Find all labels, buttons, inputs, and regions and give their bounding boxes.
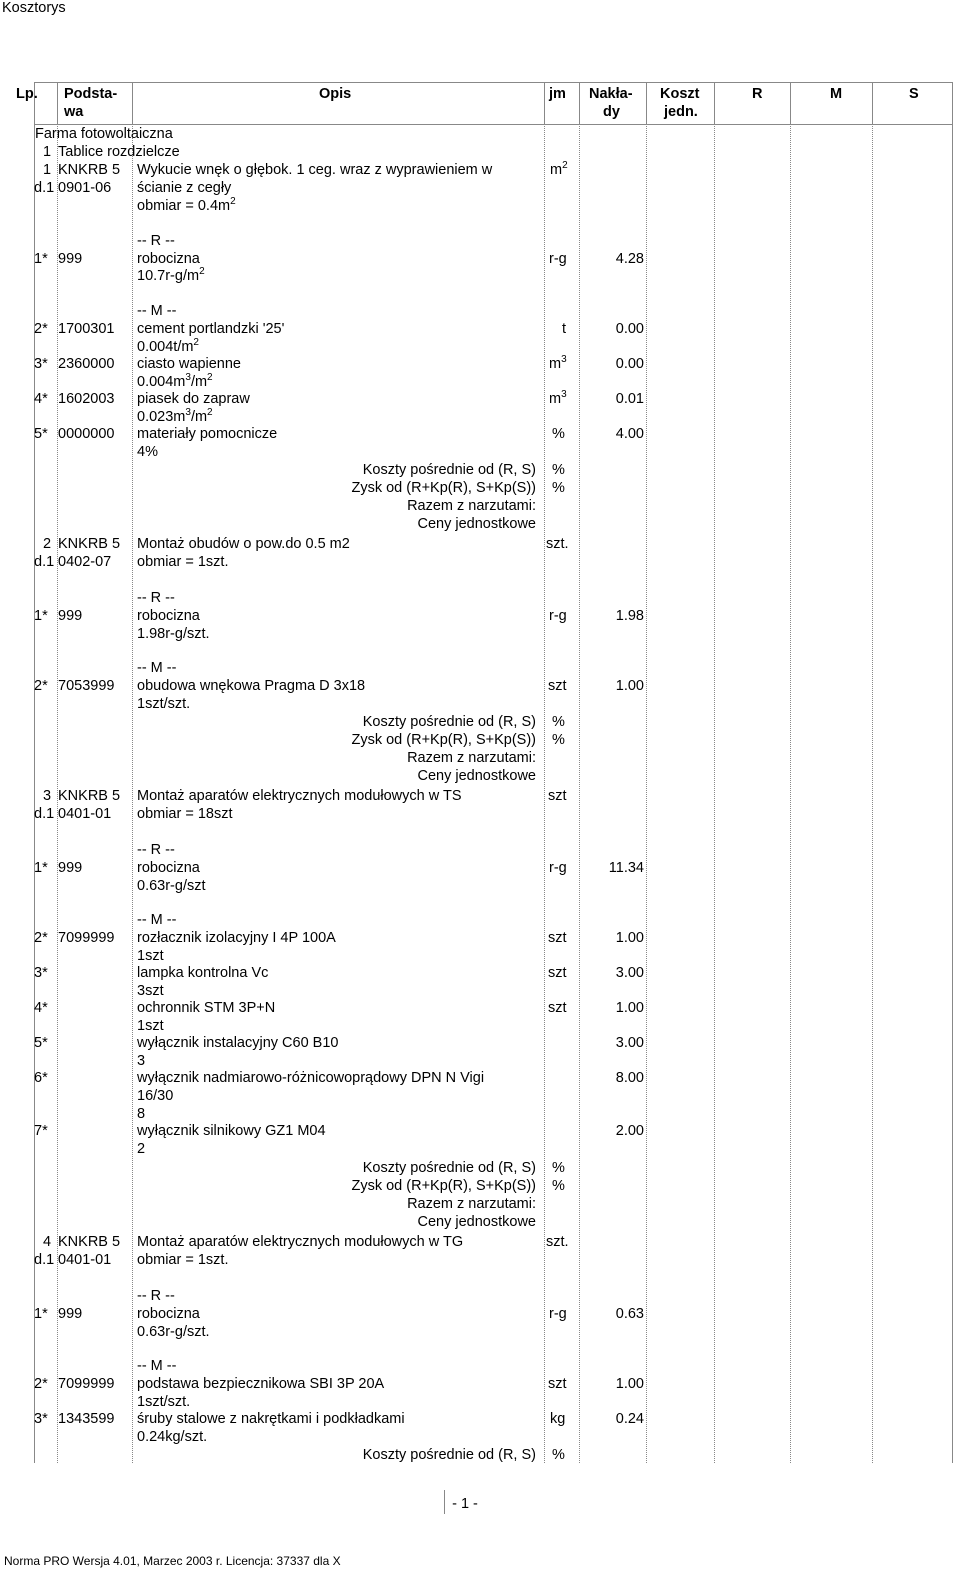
resource-name: ciasto wapienne: [137, 356, 241, 372]
position-obmiar: obmiar = 18szt: [137, 806, 233, 822]
resource-unit: r-g: [549, 608, 567, 624]
position-base: KNKRB 5: [58, 788, 121, 804]
resource-name: robocizna: [137, 251, 200, 267]
resource-unit: r-g: [549, 251, 567, 267]
resource-name: lampka kontrolna Vc: [137, 965, 269, 981]
resource-norm: $0.004m^3/m^2$: [137, 372, 213, 390]
resource-value: 4.28: [615, 251, 644, 267]
position-number: 4: [43, 1234, 52, 1250]
labor-tag: -- R --: [137, 233, 175, 249]
resource-name: ochronnik STM 3P+N: [137, 1000, 276, 1016]
resource-name: rozłacznik izolacyjny I 4P 100A: [137, 930, 336, 946]
resource-lp: 5*: [34, 1035, 48, 1051]
resource-code: 2360000: [58, 356, 115, 372]
total-label: Razem z narzutami:: [407, 498, 536, 514]
resource-code: 1700301: [58, 321, 115, 337]
resource-unit: r-g: [549, 1306, 567, 1322]
resource-unit: r-g: [549, 860, 567, 876]
resource-name: śruby stalowe z nakrętkami i podkładkami: [137, 1411, 405, 1427]
resource-code: 999: [58, 1306, 83, 1322]
resource-name: podstawa bezpiecznikowa SBI 3P 20A: [137, 1376, 385, 1392]
footer-text: Norma PRO Wersja 4.01, Marzec 2003 r. Licencja: 37337 dla X: [4, 1554, 341, 1568]
resource-unit: $m^3$: [549, 354, 567, 372]
resource-norm: 1szt: [137, 948, 164, 964]
resource-value: 0.00: [615, 356, 644, 372]
header-s: S: [909, 86, 919, 102]
resource-lp: 3*: [34, 1411, 48, 1427]
resource-name: cement portlandzki '25': [137, 321, 285, 337]
resource-norm: 4%: [137, 444, 158, 460]
resource-code: 7053999: [58, 678, 115, 694]
position-chapter: d.1: [34, 180, 55, 196]
labor-tag: -- R --: [137, 1288, 175, 1304]
resource-value: 2.00: [615, 1123, 644, 1139]
resource-lp: 7*: [34, 1123, 48, 1139]
position-unit: $m^2$: [550, 160, 568, 178]
position-number: 1: [43, 162, 52, 178]
profit-label: Zysk od (R+Kp(R), S+Kp(S)): [351, 1178, 536, 1194]
resource-value: 0.00: [615, 321, 644, 337]
resource-lp: 1*: [34, 251, 48, 267]
resource-value: 0.01: [615, 391, 644, 407]
resource-value: 3.00: [615, 965, 644, 981]
page-number: - 1 -: [452, 1496, 478, 1512]
total-label: Razem z narzutami:: [407, 750, 536, 766]
position-obmiar: obmiar = $0.4m^2$: [137, 196, 236, 214]
resource-name: obudowa wnękowa Pragma D 3x18: [137, 678, 366, 694]
resource-value: 3.00: [615, 1035, 644, 1051]
total-label: Razem z narzutami:: [407, 1196, 536, 1212]
percent-unit: %: [552, 462, 565, 478]
resource-lp: 1*: [34, 608, 48, 624]
position-base-code: 0901-06: [58, 180, 112, 196]
position-base: KNKRB 5: [58, 162, 121, 178]
header-naklady-1: Nakła-: [589, 86, 633, 102]
resource-name: robocizna: [137, 860, 200, 876]
resource-norm: $0.023m^3/m^2$: [137, 407, 213, 425]
indirect-costs-label: Koszty pośrednie od (R, S): [362, 1160, 536, 1176]
resource-lp: 2*: [34, 930, 48, 946]
material-tag: -- M --: [137, 1358, 177, 1374]
resource-code: 999: [58, 860, 83, 876]
position-description: Wykucie wnęk o głębok. 1 ceg. wraz z wyprawieniem w: [137, 162, 493, 178]
resource-name: wyłącznik silnikowy GZ1 M04: [137, 1123, 326, 1139]
resource-value: 1.00: [615, 1376, 644, 1392]
profit-label: Zysk od (R+Kp(R), S+Kp(S)): [351, 732, 536, 748]
percent-unit: %: [552, 1160, 565, 1176]
resource-norm: 1szt/szt.: [137, 696, 191, 712]
resource-unit: szt: [548, 1376, 567, 1392]
resource-unit: $m^3$: [549, 389, 567, 407]
position-number: 3: [43, 788, 52, 804]
position-number: 2: [43, 536, 52, 552]
position-base: KNKRB 5: [58, 536, 121, 552]
resource-norm: 0.24kg/szt.: [137, 1429, 208, 1445]
resource-name-2: 16/30: [137, 1088, 174, 1104]
resource-value: 11.34: [608, 860, 644, 876]
resource-code: 999: [58, 608, 83, 624]
resource-lp: 4*: [34, 391, 48, 407]
position-description: Montaż obudów o pow.do 0.5 m2: [137, 536, 350, 552]
resource-norm: 2: [137, 1141, 146, 1157]
resource-value: 1.00: [615, 678, 644, 694]
resource-name: robocizna: [137, 608, 200, 624]
resource-norm: 1.98r-g/szt.: [137, 626, 210, 642]
resource-name: piasek do zapraw: [137, 391, 250, 407]
material-tag: -- M --: [137, 303, 177, 319]
position-description: Montaż aparatów elektrycznych modułowych w TS: [137, 788, 462, 804]
header-podstawa-1: Podsta-: [64, 86, 118, 102]
resource-norm: 1szt/szt.: [137, 1394, 191, 1410]
profit-label: Zysk od (R+Kp(R), S+Kp(S)): [351, 480, 536, 496]
header-naklady-2: dy: [603, 104, 620, 120]
resource-unit: szt: [548, 1000, 567, 1016]
resource-code: 999: [58, 251, 83, 267]
position-chapter: d.1: [34, 1252, 55, 1268]
position-obmiar: obmiar = 1szt.: [137, 554, 229, 570]
resource-value: 0.24: [615, 1411, 644, 1427]
position-unit: szt.: [546, 536, 569, 552]
header-jm: jm: [549, 86, 566, 102]
resource-unit: kg: [550, 1411, 566, 1427]
resource-lp: 2*: [34, 1376, 48, 1392]
resource-code: 7099999: [58, 1376, 115, 1392]
window-title: Kosztorys: [2, 0, 66, 16]
resource-lp: 3*: [34, 356, 48, 372]
resource-unit: %: [552, 426, 565, 442]
resource-norm: 0.63r-g/szt: [137, 878, 206, 894]
position-base: KNKRB 5: [58, 1234, 121, 1250]
resource-unit: t: [562, 321, 567, 337]
resource-value: 0.63: [615, 1306, 644, 1322]
resource-code: 1602003: [58, 391, 115, 407]
header-opis: Opis: [319, 86, 352, 102]
resource-value: 8.00: [615, 1070, 644, 1086]
subsection-number: 1: [43, 144, 52, 160]
percent-unit: %: [552, 714, 565, 730]
resource-lp: 4*: [34, 1000, 48, 1016]
position-obmiar: obmiar = 1szt.: [137, 1252, 229, 1268]
resource-norm: 1szt: [137, 1018, 164, 1034]
position-chapter: d.1: [34, 806, 55, 822]
percent-unit: %: [552, 480, 565, 496]
position-base-code: 0401-01: [58, 1252, 112, 1268]
indirect-costs-label: Koszty pośrednie od (R, S): [362, 462, 536, 478]
resource-lp: 1*: [34, 1306, 48, 1322]
resource-norm: 8: [137, 1106, 146, 1122]
resource-code: 7099999: [58, 930, 115, 946]
position-description-2: ścianie z cegły: [137, 180, 232, 196]
header-koszt-2: jedn.: [664, 104, 698, 120]
section-title: Farma fotowoltaiczna: [35, 126, 173, 142]
position-base-code: 0401-01: [58, 806, 112, 822]
percent-unit: %: [552, 1447, 565, 1463]
header-m: M: [830, 86, 843, 102]
header-koszt-1: Koszt: [660, 86, 700, 102]
position-unit: szt: [548, 788, 567, 804]
indirect-costs-label: Koszty pośrednie od (R, S): [362, 1447, 536, 1463]
labor-tag: -- R --: [137, 590, 175, 606]
resource-norm: 0.63r-g/szt.: [137, 1324, 210, 1340]
resource-code: 1343599: [58, 1411, 115, 1427]
resource-name: materiały pomocnicze: [137, 426, 278, 442]
labor-tag: -- R --: [137, 842, 175, 858]
resource-lp: 5*: [34, 426, 48, 442]
resource-value: 1.00: [615, 1000, 644, 1016]
percent-unit: %: [552, 1178, 565, 1194]
indirect-costs-label: Koszty pośrednie od (R, S): [362, 714, 536, 730]
position-description: Montaż aparatów elektrycznych modułowych w TG: [137, 1234, 464, 1250]
resource-lp: 3*: [34, 965, 48, 981]
resource-lp: 6*: [34, 1070, 48, 1086]
resource-unit: szt: [548, 930, 567, 946]
resource-value: 4.00: [615, 426, 644, 442]
header-podstawa-2: wa: [64, 104, 84, 120]
resource-name: wyłącznik nadmiarowo-różnicowoprądowy DPN N Vigi: [137, 1070, 485, 1086]
percent-unit: %: [552, 732, 565, 748]
resource-lp: 2*: [34, 321, 48, 337]
material-tag: -- M --: [137, 912, 177, 928]
resource-unit: szt: [548, 678, 567, 694]
unit-prices-label: Ceny jednostkowe: [417, 1214, 536, 1230]
resource-lp: 2*: [34, 678, 48, 694]
unit-prices-label: Ceny jednostkowe: [417, 768, 536, 784]
resource-name: wyłącznik instalacyjny C60 B10: [137, 1035, 339, 1051]
position-base-code: 0402-07: [58, 554, 112, 570]
position-chapter: d.1: [34, 554, 55, 570]
resource-code: 0000000: [58, 426, 115, 442]
resource-norm: 3: [137, 1053, 146, 1069]
subsection-title: Tablice rozdzielcze: [58, 144, 180, 160]
resource-norm: $0.004t/m^2$: [137, 337, 199, 355]
unit-prices-label: Ceny jednostkowe: [417, 516, 536, 532]
resource-unit: szt: [548, 965, 567, 981]
resource-lp: 1*: [34, 860, 48, 876]
resource-value: 1.98: [615, 608, 644, 624]
resource-norm: 3szt: [137, 983, 164, 999]
header-r: R: [752, 86, 763, 102]
resource-norm: $10.7r-g/m^2$: [137, 266, 205, 284]
resource-name: robocizna: [137, 1306, 200, 1322]
position-unit: szt.: [546, 1234, 569, 1250]
material-tag: -- M --: [137, 660, 177, 676]
header-lp: Lp.: [16, 86, 38, 102]
resource-value: 1.00: [615, 930, 644, 946]
